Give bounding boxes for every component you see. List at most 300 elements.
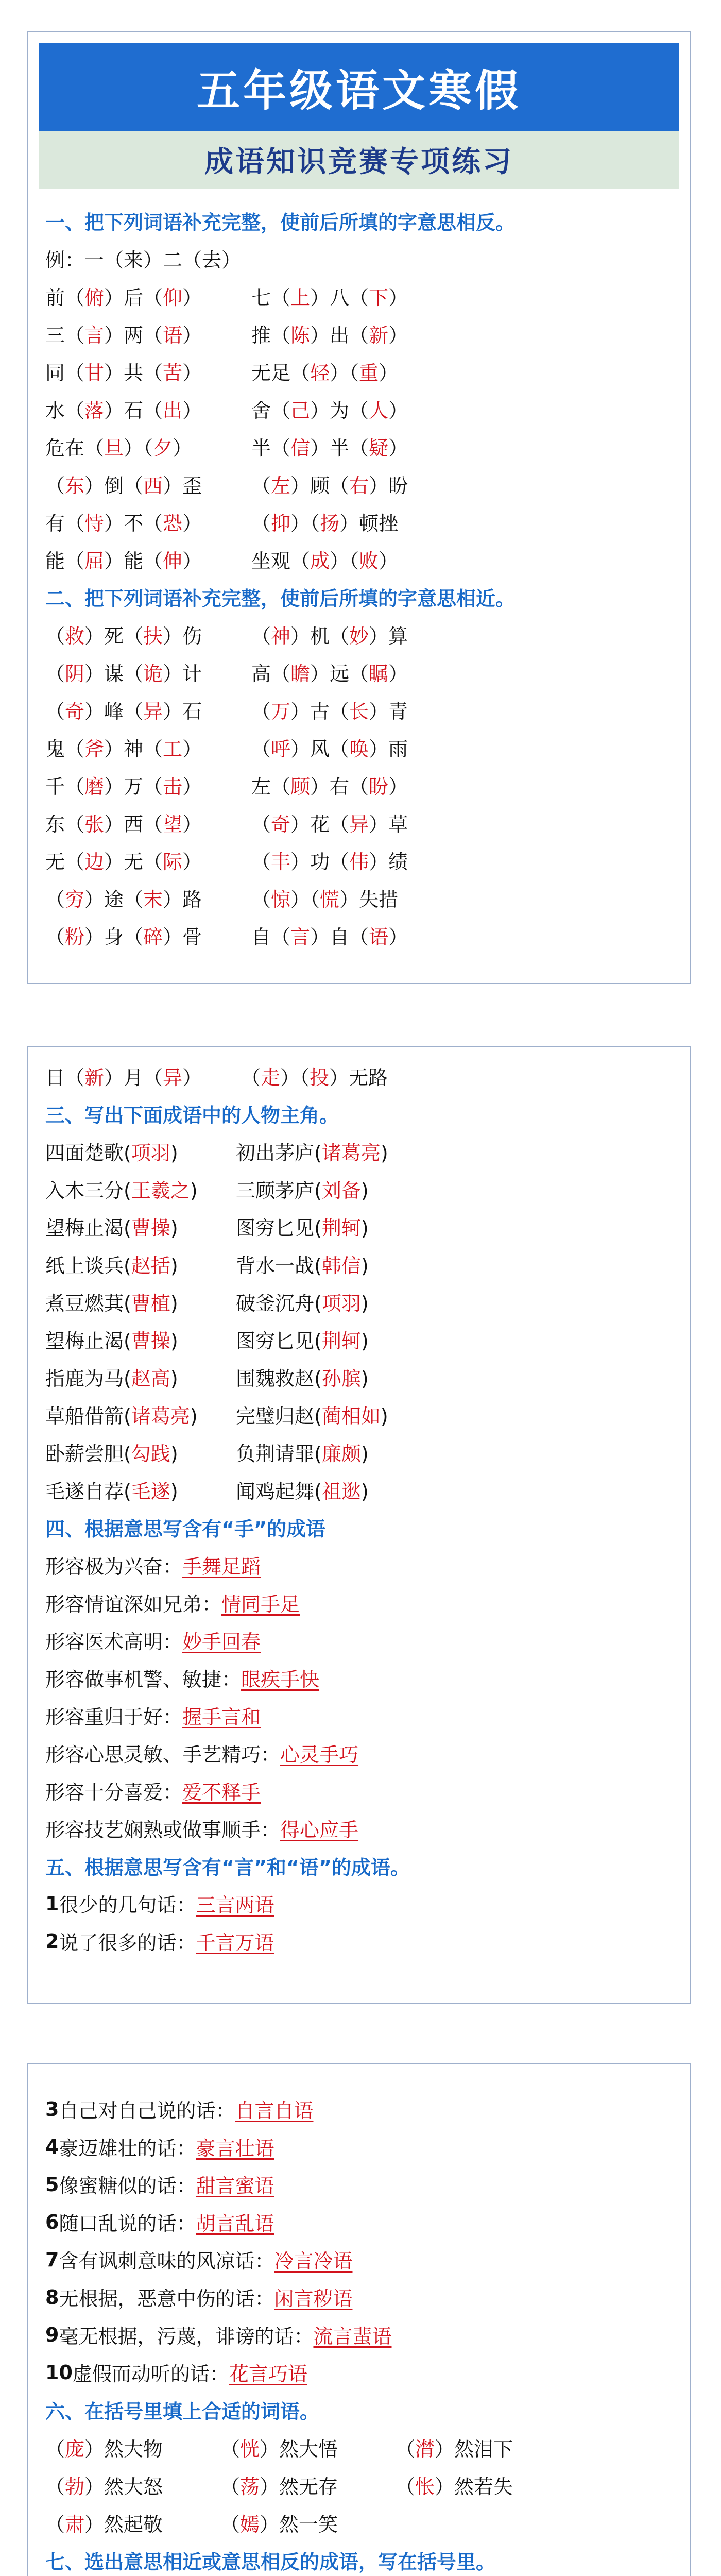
- answer-text: 曹植: [131, 1292, 170, 1315]
- prompt-text: ）雨: [369, 738, 408, 760]
- answer-text: 轻: [310, 362, 330, 384]
- question-text: 形容技艺娴熟或做事顺手：: [45, 1819, 281, 1841]
- answer-text: 丰: [271, 851, 291, 873]
- fill-item: [45, 2509, 163, 2537]
- section-6-rows: [45, 2429, 680, 2541]
- prompt-text: 闻鸡起舞(: [236, 1480, 322, 1503]
- answer-text: 潸: [415, 2438, 435, 2461]
- section-5-heading: 五、根据意思写含有“言”和“语”的成语。: [45, 1856, 410, 1879]
- answer-text: 情同手足: [221, 1593, 300, 1616]
- right-item: [251, 696, 408, 724]
- prompt-text: ）: [388, 399, 408, 422]
- prompt-text: （: [396, 2476, 416, 2498]
- right-item: [251, 620, 408, 649]
- prompt-text: ): [170, 1367, 178, 1390]
- answer-text: 冷言冷语: [274, 2250, 353, 2273]
- prompt-text: 自（: [251, 926, 291, 948]
- right-item: [251, 545, 398, 573]
- prompt-text: 三（: [45, 324, 85, 347]
- prompt-text: ）月（: [104, 1066, 163, 1089]
- exercise-row: [45, 1471, 680, 1509]
- prompt-text: ）顿挫: [339, 512, 399, 535]
- prompt-text: ）: [388, 324, 408, 347]
- prompt-text: ）: [388, 437, 408, 460]
- prompt-text: 能（: [45, 550, 85, 572]
- section-4-heading: 四、根据意思写含有“手”的成语: [45, 1518, 325, 1540]
- prompt-text: ）失措: [339, 888, 399, 911]
- exercise-row: [45, 917, 680, 954]
- answer-text: 慌: [320, 888, 340, 911]
- exercise-row: [45, 428, 680, 465]
- answer-text: 赵括: [131, 1255, 170, 1277]
- prompt-text: ）然泪下: [435, 2438, 513, 2461]
- prompt-text: （: [45, 888, 65, 911]
- prompt-text: ）顾（: [290, 474, 350, 497]
- answer-text: 旦: [104, 437, 124, 460]
- item-number: 6: [45, 2210, 59, 2233]
- answer-text: 疑: [369, 437, 389, 460]
- answer-text: 语: [369, 926, 389, 948]
- worksheet-page-3: [27, 2063, 691, 2576]
- answer-text: 投: [310, 1066, 330, 1089]
- prompt-text: ）为（: [310, 399, 369, 422]
- answer-text: 荡: [240, 2476, 260, 2498]
- item-number: 9: [45, 2323, 59, 2346]
- item-number: 5: [45, 2173, 59, 2196]
- exercise-row: [45, 766, 680, 804]
- answer-text: 粉: [65, 926, 85, 948]
- right-item: [236, 1363, 369, 1391]
- question-text: 形容医术高明：: [45, 1631, 183, 1653]
- exercise-row: [45, 1170, 680, 1208]
- prompt-text: ）半（: [310, 437, 369, 460]
- prompt-text: ）（: [330, 550, 359, 572]
- answer-text: 落: [84, 399, 105, 422]
- prompt-text: ）盼: [369, 474, 408, 497]
- answer-text: 花言巧语: [229, 2363, 307, 2385]
- answer-text: 唤: [349, 738, 369, 760]
- right-item: [251, 470, 408, 498]
- answer-text: 握手言和: [182, 1706, 261, 1728]
- answer-text: 诡: [143, 663, 163, 685]
- question-text: 豪迈雄壮的话：: [59, 2137, 196, 2160]
- exercise-row: [45, 1433, 680, 1471]
- exercise-row: [45, 503, 680, 540]
- prompt-text: ): [190, 1405, 198, 1428]
- left-item: [45, 432, 192, 461]
- section-3-rows: [45, 1132, 680, 1509]
- left-item: [45, 357, 202, 385]
- prompt-text: 危在（: [45, 437, 105, 460]
- answer-text: 言: [84, 324, 105, 347]
- exercise-row: [45, 1358, 680, 1396]
- prompt-text: ）无（: [104, 851, 163, 873]
- answer-text: 自言自语: [235, 2099, 314, 2122]
- answer-text: 右: [349, 474, 369, 497]
- answer-text: 甜言蜜语: [196, 2175, 274, 2197]
- section-5-rows-part-1: [45, 1885, 680, 1960]
- section-5-rows-part-2: [45, 2090, 680, 2391]
- item-number: 7: [45, 2248, 59, 2271]
- fill-item: [220, 2471, 338, 2499]
- prompt-text: 无（: [45, 851, 85, 873]
- prompt-text: （: [251, 700, 271, 723]
- right-item: [251, 846, 408, 874]
- question-text: 自己对自己说的话：: [59, 2099, 235, 2122]
- prompt-text: （: [45, 474, 65, 497]
- left-item: [45, 1175, 198, 1203]
- left-item: [45, 1250, 178, 1278]
- answer-text: 夕: [153, 437, 173, 460]
- section-6-heading: 六、在括号里填上合适的词语。: [45, 2400, 320, 2423]
- qa-row: [45, 2316, 680, 2353]
- answer-text: 边: [84, 851, 105, 873]
- qa-row: [45, 1772, 680, 1809]
- prompt-text: 有（: [45, 512, 85, 535]
- exercise-row: [45, 352, 680, 390]
- fill-item: [45, 2471, 163, 2499]
- answer-text: 甘: [84, 362, 105, 384]
- right-item: [236, 1212, 369, 1241]
- prompt-text: 纸上谈兵(: [45, 1255, 131, 1277]
- prompt-text: ）途（: [84, 888, 144, 911]
- answer-text: 刘备: [321, 1179, 361, 1202]
- prompt-text: 负荆请罪(: [236, 1443, 322, 1465]
- answer-text: 左: [271, 474, 291, 497]
- section-1-rows: [45, 240, 680, 578]
- exercise-row: [45, 465, 680, 503]
- answer-text: 恍: [240, 2438, 260, 2461]
- qa-row: [45, 2128, 680, 2165]
- section-4-rows: [45, 1546, 680, 1847]
- qa-row: [45, 1659, 680, 1697]
- answer-text: 流言蜚语: [313, 2325, 392, 2348]
- left-item: [45, 921, 202, 950]
- prompt-text: ): [360, 1292, 369, 1315]
- right-item: [251, 808, 408, 837]
- answer-text: 项羽: [321, 1292, 361, 1315]
- section-3-to-5: [45, 1057, 680, 1960]
- prompt-text: 图穷匕见(: [236, 1330, 322, 1352]
- exercise-row: [45, 841, 680, 879]
- qa-row: [45, 2165, 680, 2203]
- answer-text: 王羲之: [131, 1179, 190, 1202]
- answer-text: 走: [261, 1066, 281, 1089]
- prompt-text: ): [380, 1405, 388, 1428]
- answer-text: 孙膑: [321, 1367, 361, 1390]
- prompt-text: ): [170, 1255, 178, 1277]
- right-item: [236, 1250, 369, 1278]
- exercise-row: [45, 653, 680, 691]
- right-item: [236, 1400, 388, 1429]
- right-item: [251, 282, 408, 310]
- prompt-text: ）: [182, 813, 202, 836]
- prompt-text: ）然起敬: [84, 2513, 163, 2536]
- prompt-text: 入木三分(: [45, 1179, 131, 1202]
- prompt-text: ）: [182, 286, 202, 309]
- right-item: [236, 1175, 369, 1203]
- prompt-text: 高（: [251, 663, 291, 685]
- answer-text: 韩信: [321, 1255, 361, 1277]
- prompt-text: ）: [388, 663, 408, 685]
- left-item: [45, 808, 202, 837]
- prompt-text: ）谋（: [84, 663, 144, 685]
- prompt-text: 破釜沉舟(: [236, 1292, 322, 1315]
- item-number: 10: [45, 2361, 73, 2384]
- answer-text: 眼疾手快: [241, 1668, 320, 1691]
- prompt-text: ）石（: [104, 399, 163, 422]
- question-text: 毫无根据，污蔑，诽谤的话：: [59, 2325, 314, 2348]
- answer-text: 俯: [84, 286, 105, 309]
- qa-row: [45, 1621, 680, 1659]
- prompt-text: 初出茅庐(: [236, 1142, 322, 1164]
- left-item: [45, 319, 202, 348]
- answer-text: 盼: [369, 775, 389, 798]
- answer-text: 心灵手巧: [280, 1743, 359, 1766]
- prompt-text: ）: [379, 550, 399, 572]
- exercise-row: [45, 1283, 680, 1320]
- right-item: [251, 357, 398, 385]
- prompt-text: ）草: [369, 813, 408, 836]
- prompt-text: （: [251, 851, 271, 873]
- item-number: 8: [45, 2285, 59, 2309]
- answer-text: 恐: [163, 512, 183, 535]
- answer-text: 嫣: [240, 2513, 260, 2536]
- answer-text: 瞩: [369, 663, 389, 685]
- prompt-text: 三顾茅庐(: [236, 1179, 322, 1202]
- prompt-text: （: [45, 2476, 65, 2498]
- exercise-row: [45, 540, 680, 578]
- right-item: [251, 658, 408, 686]
- prompt-text: ）然大怒: [84, 2476, 163, 2498]
- qa-row: [45, 2241, 680, 2278]
- prompt-text: 鬼（: [45, 738, 85, 760]
- answer-text: 庞: [65, 2438, 85, 2461]
- prompt-text: ）: [388, 775, 408, 798]
- left-item: [45, 1062, 202, 1090]
- question-text: 形容十分喜爱：: [45, 1781, 183, 1804]
- right-item: [251, 733, 408, 761]
- prompt-text: 背水一战(: [236, 1255, 322, 1277]
- prompt-text: ）神（: [104, 738, 163, 760]
- prompt-text: ）然无存: [260, 2476, 338, 2498]
- prompt-text: ）无路: [329, 1066, 388, 1089]
- prompt-text: ): [170, 1217, 178, 1240]
- exercise-row: [45, 1132, 680, 1170]
- prompt-text: 指鹿为马(: [45, 1367, 131, 1390]
- answer-text: 抑: [271, 512, 291, 535]
- left-item: [45, 846, 202, 874]
- answer-text: 陈: [290, 324, 311, 347]
- answer-text: 新: [369, 324, 389, 347]
- prompt-text: ）（: [290, 888, 320, 911]
- prompt-text: ): [190, 1179, 198, 1202]
- item-number: 4: [45, 2135, 59, 2158]
- answer-text: 奇: [65, 700, 85, 723]
- prompt-text: 千（: [45, 775, 85, 798]
- exercise-row: [45, 804, 680, 841]
- qa-row: [45, 2278, 680, 2316]
- question-text: 形容做事机警、敏捷：: [45, 1668, 242, 1691]
- prompt-text: 煮豆燃萁(: [45, 1292, 131, 1315]
- answer-text: 荆轲: [321, 1330, 361, 1352]
- left-item: [45, 282, 202, 310]
- answer-text: 伟: [349, 851, 369, 873]
- prompt-text: ）计: [163, 663, 202, 685]
- question-text: 说了很多的话：: [59, 1931, 196, 1954]
- prompt-text: ）: [388, 926, 408, 948]
- left-item: [45, 1287, 178, 1316]
- exercise-row: [45, 277, 680, 315]
- prompt-text: ）然若失: [435, 2476, 513, 2498]
- section-1: [45, 202, 680, 954]
- qa-row: [45, 1546, 680, 1584]
- prompt-text: ）风（: [290, 738, 350, 760]
- prompt-text: ）功（: [290, 851, 350, 873]
- answer-text: 闲言秽语: [274, 2287, 353, 2310]
- left-item: [45, 771, 202, 799]
- page-title: 五年级语文寒假: [39, 43, 679, 131]
- question-text: 随口乱说的话：: [59, 2212, 196, 2235]
- left-item: [45, 545, 202, 573]
- answer-text: 言: [290, 926, 311, 948]
- answer-text: 下: [369, 286, 389, 309]
- prompt-text: （: [396, 2438, 416, 2461]
- prompt-text: ）（: [330, 362, 359, 384]
- fill-item: [220, 2433, 338, 2462]
- prompt-text: （: [251, 738, 271, 760]
- left-item: [45, 1476, 178, 1504]
- prompt-text: （: [45, 700, 65, 723]
- prompt-text: ）石: [163, 700, 202, 723]
- answer-text: 屈: [84, 550, 105, 572]
- prompt-text: 七（: [251, 286, 291, 309]
- prompt-text: 左（: [251, 775, 291, 798]
- answer-text: 东: [65, 474, 85, 497]
- prompt-text: ）共（: [104, 362, 163, 384]
- prompt-text: 推（: [251, 324, 291, 347]
- answer-text: 得心应手: [280, 1819, 359, 1841]
- answer-text: 妙手回春: [182, 1631, 261, 1653]
- answer-text: 伸: [163, 550, 183, 572]
- left-item: [45, 1137, 178, 1165]
- qa-row: [45, 1734, 680, 1772]
- prompt-text: ）身（: [84, 926, 144, 948]
- prompt-text: 图穷匕见(: [236, 1217, 322, 1240]
- prompt-text: ): [360, 1255, 369, 1277]
- prompt-text: 毛遂自荐(: [45, 1480, 131, 1503]
- prompt-text: ）死（: [84, 625, 144, 648]
- prompt-text: 围魏救赵(: [236, 1367, 322, 1390]
- right-item: [241, 1062, 388, 1090]
- right-item: [251, 432, 408, 461]
- prompt-text: ）两（: [104, 324, 163, 347]
- prompt-text: ）: [182, 550, 202, 572]
- prompt-text: 卧薪尝胆(: [45, 1443, 131, 1465]
- prompt-text: ): [360, 1217, 369, 1240]
- prompt-text: ）: [182, 775, 202, 798]
- question-text: 形容心思灵敏、手艺精巧：: [45, 1743, 281, 1766]
- prompt-text: 半（: [251, 437, 291, 460]
- answer-text: 诸葛亮: [131, 1405, 190, 1428]
- prompt-text: （: [220, 2476, 241, 2498]
- prompt-text: ）伤: [163, 625, 202, 648]
- prompt-text: ）八（: [310, 286, 369, 309]
- section-2-rows: [45, 616, 680, 954]
- question-text: 虚假而动听的话：: [72, 2363, 229, 2385]
- qa-row: [45, 1922, 680, 1960]
- answer-text: 廉颇: [321, 1443, 361, 1465]
- prompt-text: 舍（: [251, 399, 291, 422]
- prompt-text: （: [45, 663, 65, 685]
- prompt-text: ）出（: [310, 324, 369, 347]
- answer-text: 张: [84, 813, 105, 836]
- answer-text: 扶: [143, 625, 163, 648]
- answer-text: 苦: [163, 362, 183, 384]
- section-1-heading: 一、把下列词语补充完整，使前后所填的字意思相反。: [45, 211, 516, 234]
- prompt-text: ）（: [124, 437, 153, 460]
- prompt-text: （: [45, 2513, 65, 2536]
- item-number: 1: [45, 1892, 59, 1915]
- left-item: [45, 1363, 178, 1391]
- answer-text: 胡言乱语: [196, 2212, 274, 2235]
- exercise-row: [45, 2504, 680, 2541]
- prompt-text: ）然大悟: [260, 2438, 338, 2461]
- answer-text: 项羽: [131, 1142, 170, 1164]
- answer-text: 成: [310, 550, 330, 572]
- answer-text: 爱不释手: [182, 1781, 261, 1804]
- answer-text: 阴: [65, 663, 85, 685]
- prompt-text: 同（: [45, 362, 85, 384]
- fill-item: [396, 2471, 513, 2499]
- right-item: [236, 1325, 369, 1353]
- left-item: [45, 507, 202, 536]
- right-item: [251, 771, 408, 799]
- prompt-text: （: [45, 625, 65, 648]
- answer-text: 神: [271, 625, 291, 648]
- exercise-row: [45, 616, 680, 653]
- question-text: 含有讽刺意味的风凉话：: [59, 2250, 274, 2273]
- answer-text: 肃: [65, 2513, 85, 2536]
- exercise-row: [45, 1396, 680, 1433]
- answer-text: 出: [163, 399, 183, 422]
- left-item: [45, 244, 241, 273]
- prompt-text: ）机（: [290, 625, 350, 648]
- answer-text: 豪言壮语: [196, 2137, 274, 2160]
- left-item: [45, 658, 202, 686]
- left-item: [45, 1400, 198, 1429]
- prompt-text: ）花（: [290, 813, 350, 836]
- prompt-text: ）: [182, 324, 202, 347]
- prompt-text: ）倒（: [84, 474, 144, 497]
- prompt-text: ）然大物: [84, 2438, 163, 2461]
- prompt-text: ): [360, 1367, 369, 1390]
- answer-text: 异: [143, 700, 163, 723]
- prompt-text: （: [45, 2438, 65, 2461]
- exercise-row: [45, 1320, 680, 1358]
- answer-text: 己: [290, 399, 311, 422]
- section-2-heading: 二、把下列词语补充完整，使前后所填的字意思相近。: [45, 587, 516, 610]
- prompt-text: 前（: [45, 286, 85, 309]
- prompt-text: ）: [388, 286, 408, 309]
- prompt-text: 草船借箭(: [45, 1405, 131, 1428]
- fill-item: [220, 2509, 338, 2537]
- answer-text: 败: [359, 550, 379, 572]
- answer-text: 际: [163, 851, 183, 873]
- question-text: 形容重归于好：: [45, 1706, 183, 1728]
- prompt-text: ): [170, 1292, 178, 1315]
- prompt-text: ): [360, 1443, 369, 1465]
